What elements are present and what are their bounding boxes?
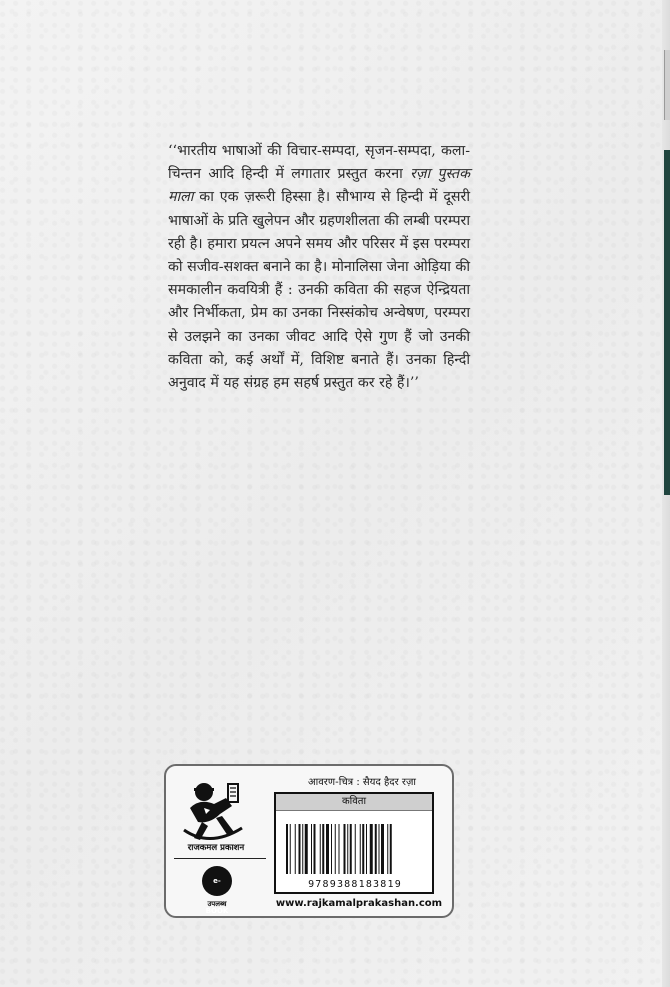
genre-label: कविता bbox=[276, 794, 432, 811]
open-quote: ‘‘ bbox=[168, 143, 178, 159]
publisher-logo-icon bbox=[180, 778, 250, 846]
barcode-icon bbox=[286, 824, 424, 874]
divider bbox=[174, 858, 266, 859]
blurb-text-part2: का एक ज़रूरी हिस्सा है। सौभाग्य से हिन्दी में दूसरी भाषाओं के प्रति खुलेपन और ग्रहणशीलता की लम्बी परम्परा रही है। हमारा प्रयत्न अपने समय और परिसर में इस परम्परा को सजीव-सशक्त बनाने का है। मोनालिसा जेना ओड़िया की समकालीन कवयित्री हैं : उनकी कविता की सहज ऐन्द्रियता और निर्भीकता, प्रेम का उनका निस्संकोच अन्वेषण, परम्परा से उलझने का उनका जीवट आदि ऐसे गुण हैं जो उनकी कविता को, कई अर्थों में, विशिष्ट बनाते हैं। उनका हिन्दी अनुवाद में यह संग्रह हम सहर्ष प्रस्तुत कर रहे हैं। bbox=[168, 189, 470, 392]
publisher-name: राजकमल प्रकाशन bbox=[187, 843, 245, 853]
isbn-number: 9789388183819 bbox=[308, 879, 402, 890]
ebook-badge-icon: e-BOOK bbox=[202, 866, 232, 896]
barcode-box bbox=[274, 792, 434, 894]
spine-color-band bbox=[664, 150, 670, 495]
publisher-website: www.rajkamalprakashan.com bbox=[275, 898, 443, 909]
ebook-availability-label: उपलब्ध bbox=[207, 900, 227, 908]
publisher-info-box bbox=[164, 764, 454, 918]
cover-credit: आवरण-चित्र : सैयद हैदर रज़ा bbox=[308, 777, 416, 788]
spine-mark bbox=[664, 50, 670, 120]
back-cover-blurb bbox=[168, 140, 470, 395]
close-quote: ’’ bbox=[409, 375, 419, 392]
blurb-text-part1: भारतीय भाषाओं की विचार-सम्पदा, सृजन-सम्पदा, कला-चिन्तन आदि हिन्दी में लगातार प्रस्तुत करना bbox=[168, 143, 470, 183]
series-name: रज़ा पुस्तक माला bbox=[168, 166, 470, 206]
